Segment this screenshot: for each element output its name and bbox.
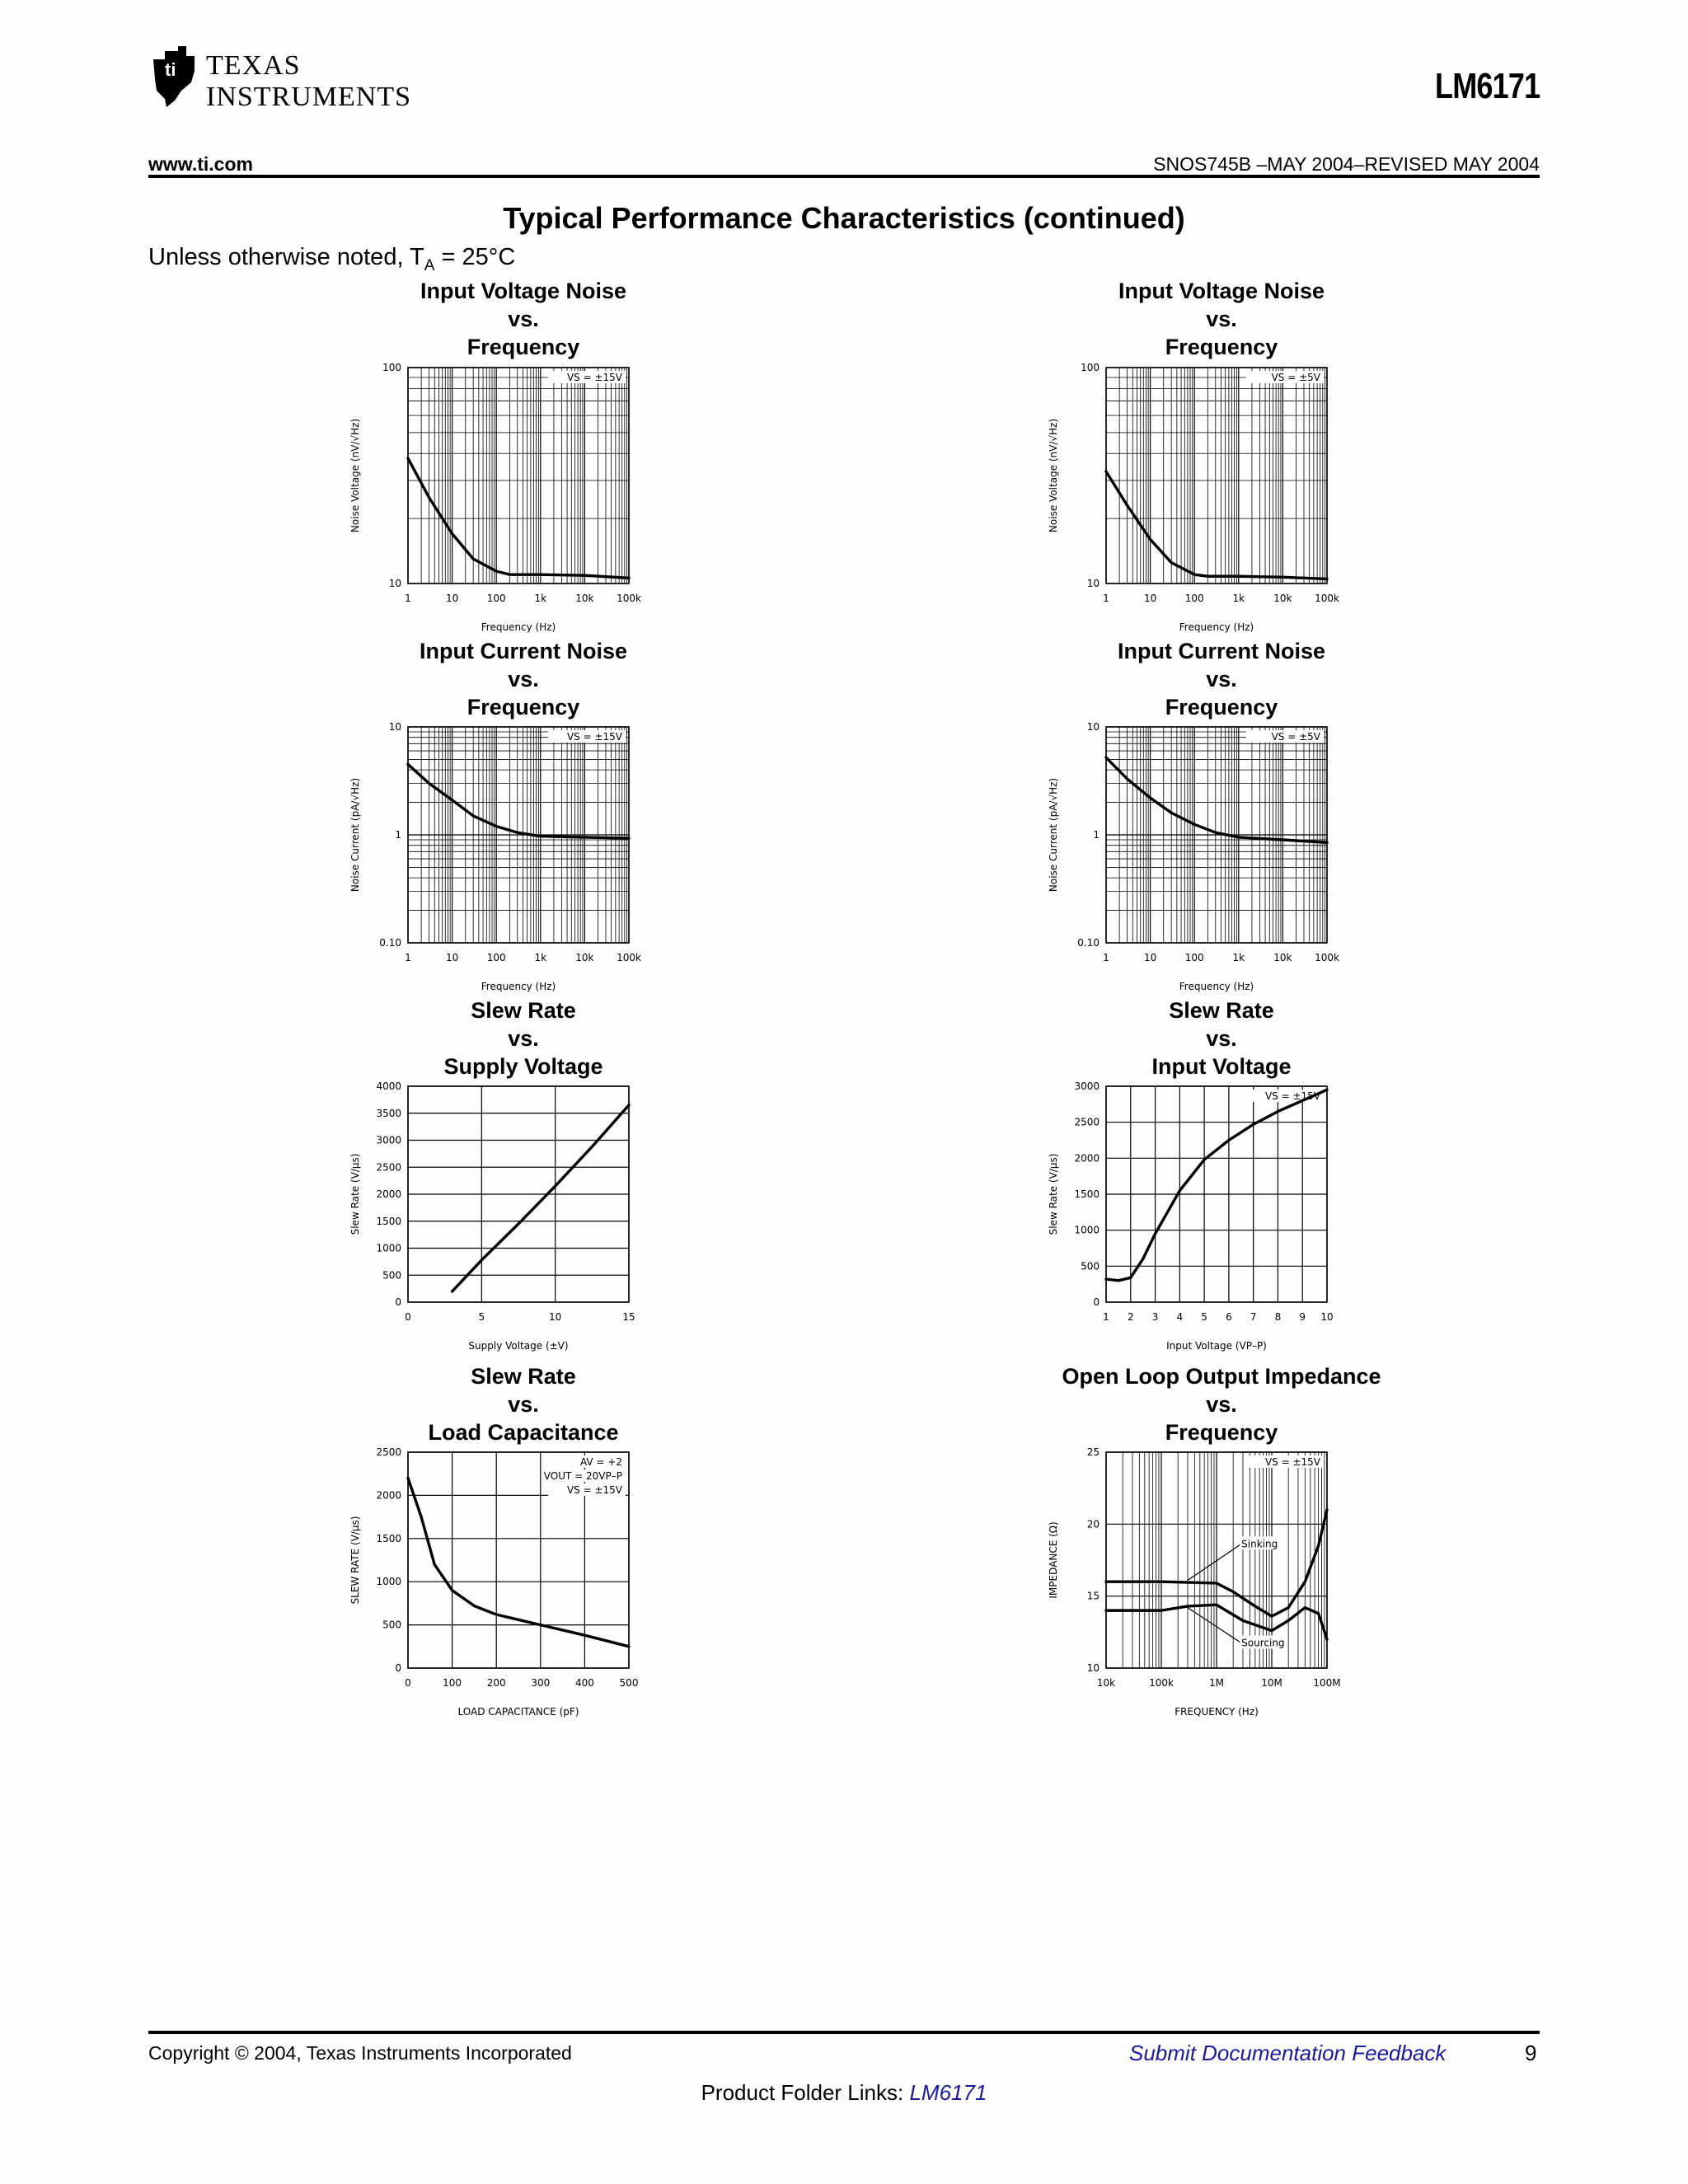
chart-title: Input Current Noise vs. Frequency	[419, 639, 627, 719]
x-tick-label: 1	[1103, 1311, 1109, 1323]
y-tick-label: 500	[382, 1269, 401, 1282]
condition-annotation: VS = ±15V	[1264, 1456, 1320, 1468]
chart-slew-vs-supply	[338, 1078, 635, 1358]
y-tick-label: 10	[1086, 578, 1100, 589]
x-tick-label: 10k	[1273, 593, 1292, 604]
logo-line1: Texas	[206, 50, 301, 81]
chart-voltage-noise-15v	[338, 359, 641, 640]
x-tick-label: 100	[443, 1677, 462, 1689]
x-axis-label: Frequency (Hz)	[1179, 981, 1254, 992]
section-title: Typical Performance Characteristics (continued)	[503, 201, 1185, 235]
y-tick-label: 2500	[1074, 1116, 1100, 1128]
y-axis-label: Noise Voltage (nV/√Hz)	[1048, 418, 1059, 533]
x-tick-label: 10	[445, 593, 459, 604]
x-tick-label: 15	[622, 1311, 635, 1323]
chart-title: Input Voltage Noise vs. Frequency	[1118, 279, 1325, 359]
copyright: Copyright © 2004, Texas Instruments Incorporated	[148, 2042, 572, 2064]
plot-frame	[1106, 368, 1327, 583]
x-tick-label: 5	[1201, 1311, 1207, 1323]
x-tick-label: 500	[619, 1677, 639, 1689]
feedback-link[interactable]: Submit Documentation Feedback	[1129, 2041, 1447, 2065]
x-tick-label: 4	[1176, 1311, 1184, 1323]
x-axis-label: Input Voltage (VP–P)	[1166, 1340, 1267, 1352]
x-tick-label: 100	[486, 952, 506, 963]
x-tick-label: 10k	[575, 952, 594, 963]
y-tick-label: 100	[382, 362, 401, 373]
x-tick-label: 0	[405, 1311, 411, 1323]
gridlines	[1106, 727, 1327, 943]
condition-annotation: VS = ±15V	[566, 731, 622, 743]
x-tick-label: 100	[486, 593, 506, 604]
chart-current-noise-5v	[1036, 719, 1339, 999]
y-tick-label: 3000	[1074, 1080, 1100, 1092]
y-tick-label: 3500	[376, 1107, 401, 1119]
y-tick-label: 2500	[376, 1161, 401, 1174]
x-axis-label: Frequency (Hz)	[481, 981, 556, 992]
x-tick-label: 1M	[1209, 1677, 1224, 1689]
x-tick-label: 10k	[1273, 952, 1292, 963]
y-tick-label: 3000	[376, 1134, 401, 1146]
x-tick-label: 8	[1274, 1311, 1282, 1323]
series-line	[408, 1478, 629, 1646]
y-tick-label: 1500	[1074, 1188, 1100, 1200]
y-axis-label: Noise Current (pA/√Hz)	[1048, 777, 1059, 893]
y-tick-label: 2000	[1074, 1152, 1100, 1165]
svg-text:ti: ti	[165, 59, 176, 80]
x-tick-label: 200	[486, 1677, 506, 1689]
ti-logo	[148, 46, 412, 112]
part-number: LM6171	[1434, 66, 1540, 106]
gridlines	[408, 1086, 629, 1302]
y-tick-label: 0	[395, 1296, 401, 1308]
x-tick-label: 100k	[1315, 952, 1339, 963]
y-tick-label: 4000	[376, 1080, 401, 1092]
y-tick-label: 15	[1086, 1590, 1100, 1602]
y-tick-label: 0.10	[379, 937, 401, 949]
plot-frame	[408, 368, 629, 583]
condition-annotation: AV = +2	[579, 1456, 622, 1468]
ti-logo-graphic	[148, 46, 412, 112]
y-axis-label: Noise Voltage (nV/√Hz)	[349, 418, 361, 533]
x-tick-label: 100k	[1315, 593, 1339, 604]
x-tick-label: 6	[1226, 1311, 1232, 1323]
x-tick-label: 10	[549, 1311, 562, 1323]
gridlines	[1106, 368, 1327, 583]
y-tick-label: 2000	[376, 1489, 401, 1502]
condition-annotation: VS = ±5V	[1271, 372, 1320, 383]
website-link[interactable]: www.ti.com	[148, 153, 253, 175]
chart-current-noise-15v	[338, 719, 641, 999]
chart-title: Slew Rate vs. Load Capacitance	[428, 1364, 619, 1445]
product-folder-links: Product Folder Links: LM6171	[701, 2080, 987, 2105]
series-line	[452, 1105, 629, 1291]
x-tick-label: 1k	[1232, 593, 1245, 604]
chart-voltage-noise-5v	[1036, 359, 1339, 640]
chart-title: Open Loop Output Impedance vs. Frequency	[1062, 1364, 1381, 1445]
page-number: 9	[1525, 2041, 1537, 2065]
x-tick-label: 10	[1320, 1311, 1334, 1323]
y-tick-label: 10	[1086, 721, 1100, 733]
y-tick-label: 20	[1086, 1518, 1100, 1530]
series-line	[1106, 1090, 1327, 1280]
x-tick-label: 300	[531, 1677, 551, 1689]
x-axis-label: Frequency (Hz)	[1179, 621, 1254, 633]
logo-line2: Instruments	[206, 82, 412, 112]
x-tick-label: 100	[1184, 593, 1204, 604]
x-tick-label: 100k	[617, 952, 641, 963]
y-tick-label: 1000	[1074, 1224, 1100, 1236]
y-tick-label: 2000	[376, 1188, 401, 1200]
x-tick-label: 1	[1103, 593, 1109, 604]
doc-number: SNOS745B –MAY 2004–REVISED MAY 2004	[1153, 153, 1540, 175]
chart-output-impedance	[1036, 1444, 1341, 1724]
chart-title: Input Current Noise vs. Frequency	[1117, 639, 1325, 719]
gridlines	[408, 727, 629, 943]
y-tick-label: 0	[1093, 1296, 1100, 1308]
conditions-note: Unless otherwise noted, $T_A = 25^\circ C$	[148, 244, 516, 274]
x-axis-label: Frequency (Hz)	[481, 621, 556, 633]
y-tick-label: 10	[388, 578, 401, 589]
x-tick-label: 100	[1184, 952, 1204, 963]
x-tick-label: 100M	[1313, 1677, 1341, 1689]
y-tick-label: 1	[395, 829, 401, 841]
chart-slew-vs-load	[338, 1444, 639, 1724]
gridlines	[408, 368, 629, 583]
condition-annotation: VOUT = 20VP–P	[543, 1470, 622, 1482]
x-tick-label: 10k	[575, 593, 594, 604]
x-tick-label: 2	[1127, 1311, 1134, 1323]
chart-title: Slew Rate vs. Input Voltage	[1151, 998, 1292, 1079]
y-tick-label: 1500	[376, 1215, 401, 1227]
x-axis-label: FREQUENCY (Hz)	[1175, 1706, 1259, 1718]
gridlines	[1106, 1086, 1327, 1302]
x-tick-label: 9	[1299, 1311, 1306, 1323]
chart-slew-vs-input	[1036, 1078, 1333, 1358]
y-tick-label: 0	[395, 1662, 401, 1674]
series-line	[1106, 471, 1327, 579]
y-axis-label: Slew Rate (V/µs)	[349, 1153, 361, 1235]
y-tick-label: 500	[382, 1619, 401, 1631]
x-tick-label: 1k	[534, 952, 547, 963]
header-rule	[148, 175, 1540, 178]
x-tick-label: 0	[405, 1677, 411, 1689]
x-tick-label: 400	[574, 1677, 594, 1689]
y-axis-label: IMPEDANCE (Ω)	[1048, 1521, 1059, 1599]
series-label: Sinking	[1241, 1538, 1278, 1550]
condition-annotation: VS = ±15V	[1264, 1090, 1320, 1102]
y-tick-label: 2500	[376, 1446, 401, 1458]
x-tick-label: 10k	[1096, 1677, 1116, 1689]
y-tick-label: 1	[1093, 829, 1100, 841]
y-tick-label: 10	[1086, 1662, 1100, 1674]
y-tick-label: 1500	[376, 1532, 401, 1544]
series-line	[1106, 757, 1327, 842]
y-axis-label: SLEW RATE (V/µs)	[349, 1516, 361, 1605]
x-tick-label: 5	[478, 1311, 485, 1323]
condition-annotation: VS = ±5V	[1271, 731, 1320, 743]
y-tick-label: 10	[388, 721, 401, 733]
y-axis-label: Slew Rate (V/µs)	[1048, 1153, 1059, 1235]
y-tick-label: 500	[1081, 1260, 1100, 1272]
footer-rule	[148, 2031, 1540, 2034]
x-tick-label: 10	[1143, 952, 1157, 963]
x-tick-label: 1	[1103, 952, 1109, 963]
y-tick-label: 1000	[376, 1576, 401, 1588]
x-tick-label: 100k	[1149, 1677, 1174, 1689]
x-tick-label: 1	[405, 593, 411, 604]
y-tick-label: 25	[1086, 1446, 1100, 1458]
x-tick-label: 10	[445, 952, 459, 963]
series-label: Sourcing	[1241, 1637, 1285, 1649]
condition-annotation: VS = ±15V	[566, 372, 622, 383]
x-tick-label: 1k	[1232, 952, 1245, 963]
x-axis-label: Supply Voltage (±V)	[468, 1340, 569, 1352]
x-tick-label: 1k	[534, 593, 547, 604]
y-axis-label: Noise Current (pA/√Hz)	[349, 777, 361, 893]
x-tick-label: 7	[1250, 1311, 1257, 1323]
series-line	[408, 764, 629, 838]
y-tick-label: 100	[1081, 362, 1100, 373]
x-tick-label: 3	[1151, 1311, 1159, 1323]
chart-title: Slew Rate vs. Supply Voltage	[443, 998, 603, 1079]
x-tick-label: 10	[1143, 593, 1157, 604]
y-tick-label: 0.10	[1077, 937, 1100, 949]
x-tick-label: 1	[405, 952, 411, 963]
chart-title: Input Voltage Noise vs. Frequency	[420, 279, 626, 359]
x-tick-label: 10M	[1261, 1677, 1282, 1689]
y-tick-label: 1000	[376, 1242, 401, 1254]
condition-annotation: VS = ±15V	[566, 1484, 622, 1496]
product-folder-link[interactable]: LM6171	[909, 2080, 987, 2105]
x-tick-label: 100k	[617, 593, 641, 604]
x-axis-label: LOAD CAPACITANCE (pF)	[457, 1706, 579, 1718]
